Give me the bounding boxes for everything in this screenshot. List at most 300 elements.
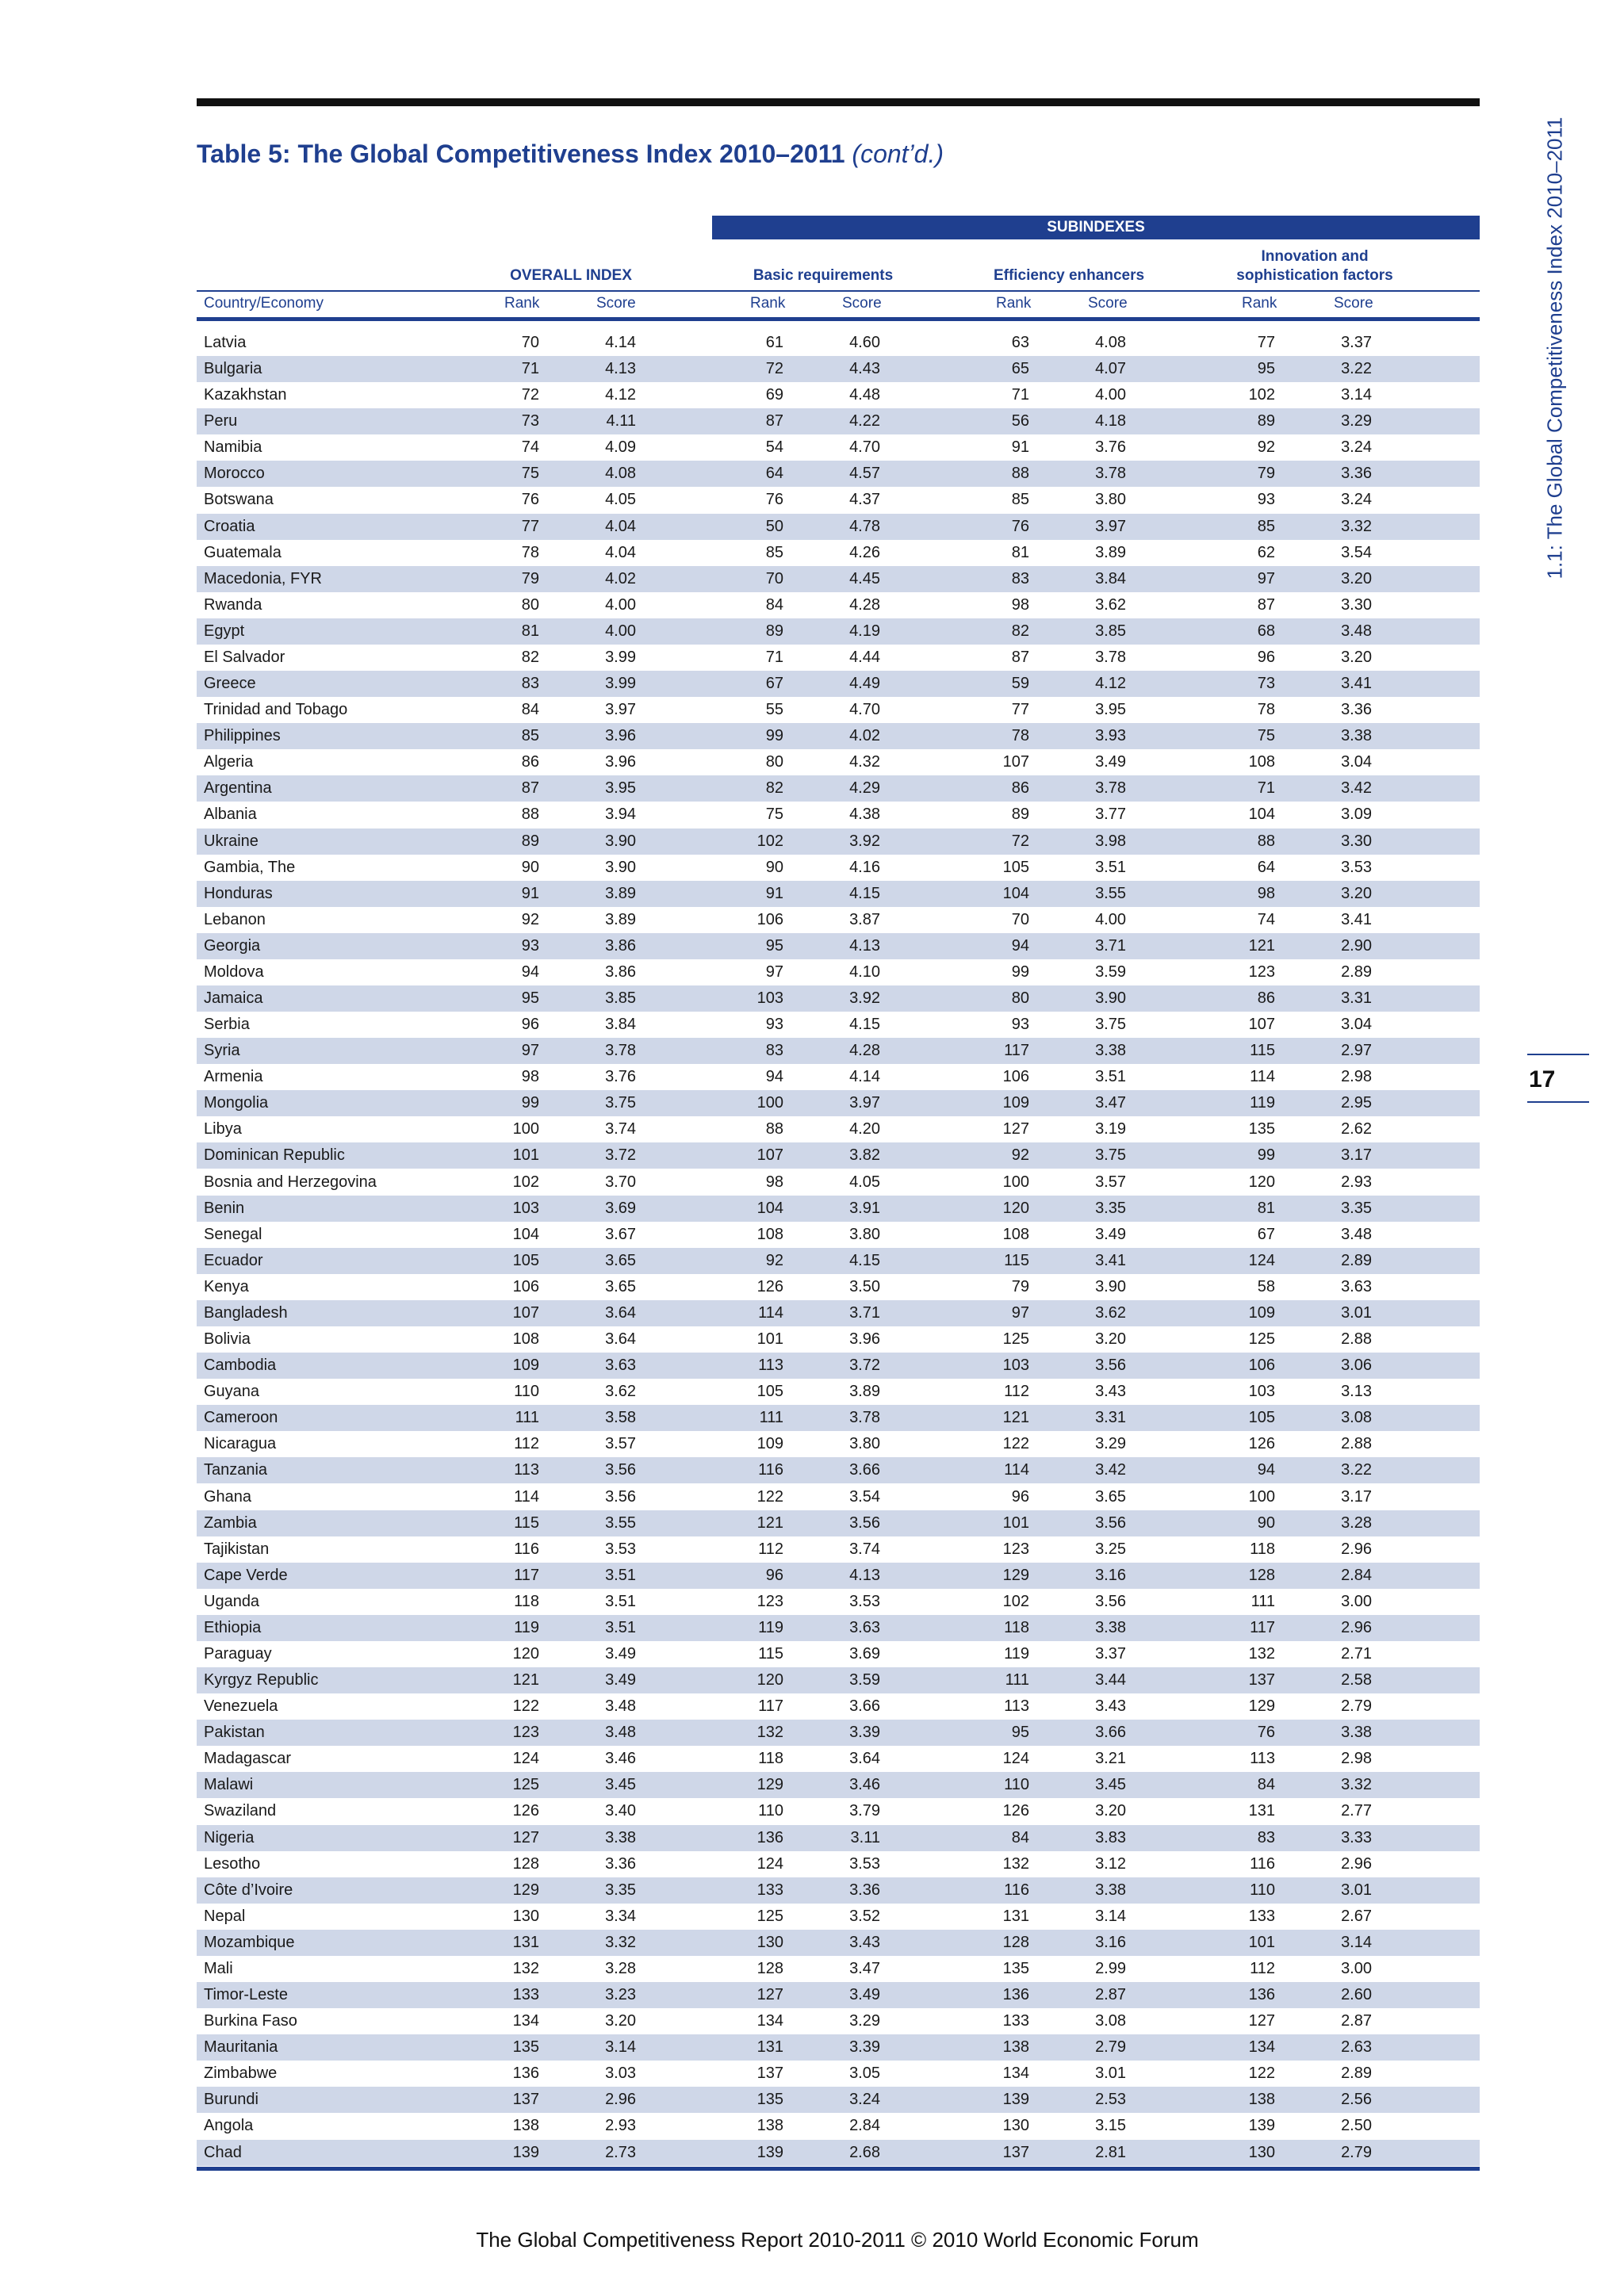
basic-rank-cell: 84 (765, 595, 783, 614)
overall-rank-cell: 95 (521, 989, 539, 1007)
overall-rank-cell: 84 (521, 701, 539, 719)
basic-score-cell: 3.11 (850, 1828, 880, 1846)
efficiency-score-cell: 3.51 (1095, 1068, 1126, 1086)
country-cell: Ghana (204, 1487, 252, 1506)
table-row (197, 671, 1480, 697)
innovation-score-cell: 3.24 (1341, 491, 1372, 509)
overall-score-cell: 3.49 (605, 1645, 636, 1663)
innovation-rank-cell: 103 (1248, 1383, 1275, 1401)
overall-score-cell: 4.13 (605, 360, 636, 378)
country-cell: Kazakhstan (204, 386, 287, 404)
efficiency-rank-cell: 77 (1011, 701, 1029, 719)
basic-score-cell: 3.52 (849, 1907, 880, 1925)
basic-rank-cell: 83 (765, 1042, 783, 1060)
overall-score-cell: 3.64 (605, 1303, 636, 1322)
basic-score-cell: 4.57 (849, 465, 880, 483)
basic-score-cell: 4.49 (849, 675, 880, 693)
innovation-rank-cell: 58 (1257, 1277, 1275, 1295)
overall-rank-cell: 86 (521, 753, 539, 771)
country-cell: Bosnia and Herzegovina (204, 1173, 377, 1191)
efficiency-score-cell: 3.21 (1095, 1750, 1126, 1768)
overall-score-cell: 3.72 (605, 1146, 636, 1165)
overall-score-cell: 3.96 (605, 753, 636, 771)
overall-rank-cell: 129 (512, 1881, 539, 1899)
country-cell: Gambia, The (204, 858, 296, 876)
innovation-score-cell: 3.20 (1341, 884, 1372, 902)
basic-rank-cell: 110 (758, 1802, 783, 1820)
efficiency-score-cell: 3.38 (1095, 1881, 1126, 1899)
efficiency-rank-cell: 76 (1011, 517, 1029, 535)
country-cell: Paraguay (204, 1645, 272, 1663)
basic-score-cell: 4.38 (849, 806, 880, 824)
innovation-score-cell: 3.20 (1341, 569, 1372, 587)
basic-rank-cell: 122 (756, 1487, 783, 1506)
table-row (197, 907, 1480, 933)
table-row (197, 1615, 1480, 1641)
overall-rank-cell: 138 (512, 2117, 539, 2135)
basic-score-cell: 4.15 (849, 1016, 880, 1034)
basic-score-cell: 3.39 (849, 2038, 880, 2057)
efficiency-score-cell: 3.84 (1095, 569, 1126, 587)
country-cell: Serbia (204, 1016, 250, 1034)
overall-rank-cell: 88 (521, 806, 539, 824)
efficiency-rank-cell: 132 (1002, 1854, 1029, 1873)
innovation-score-cell: 2.67 (1341, 1907, 1372, 1925)
basic-rank-cell: 101 (756, 1330, 783, 1349)
efficiency-rank-cell: 78 (1011, 727, 1029, 745)
page-number: 17 (1529, 1066, 1556, 1093)
table-row (197, 1667, 1480, 1693)
overall-rank-cell: 82 (521, 648, 539, 666)
country-cell: Egypt (204, 622, 245, 640)
innovation-score-cell: 3.04 (1341, 1016, 1372, 1034)
overall-rank-cell: 97 (521, 1042, 539, 1060)
basic-score-cell: 3.91 (849, 1199, 880, 1217)
overall-rank-cell: 102 (512, 1173, 539, 1191)
innovation-header-line2: sophistication factors (1236, 267, 1393, 284)
efficiency-score-cell: 3.14 (1095, 1907, 1126, 1925)
overall-score-cell: 3.96 (605, 727, 636, 745)
basic-rank-cell: 102 (756, 832, 783, 850)
overall-rank-cell: 132 (512, 1959, 539, 1977)
table-row (197, 959, 1480, 985)
page-footer: The Global Competitiveness Report 2010-2011 © 2010 World Economic Forum (476, 2228, 1199, 2252)
efficiency-rank-cell: 122 (1002, 1435, 1029, 1453)
basic-rank-cell: 64 (765, 465, 783, 483)
innovation-rank-cell: 133 (1248, 1907, 1275, 1925)
table-row (197, 1142, 1480, 1169)
efficiency-rank-cell: 134 (1002, 2064, 1029, 2083)
innovation-rank-cell: 138 (1248, 2091, 1275, 2109)
country-cell: Cameroon (204, 1409, 278, 1427)
overall-rank-cell: 127 (512, 1828, 539, 1846)
overall-score-cell: 3.32 (605, 1933, 636, 1951)
overall-score-cell: 3.56 (605, 1487, 636, 1506)
innovation-rank-cell: 83 (1257, 1828, 1275, 1846)
basic-rank-cell: 61 (765, 334, 783, 351)
innovation-score-cell: 3.41 (1341, 675, 1372, 693)
table-bottom-rule (197, 2167, 1480, 2171)
efficiency-score-cell: 3.16 (1095, 1566, 1126, 1584)
efficiency-rank-cell: 130 (1002, 2117, 1029, 2135)
innovation-score-cell: 3.32 (1341, 1776, 1372, 1794)
innovation-score-cell: 2.58 (1341, 1671, 1372, 1689)
basic-rank-cell: 137 (756, 2064, 783, 2083)
overall-rank-cell: 100 (512, 1120, 539, 1138)
basic-score-cell: 4.32 (849, 753, 880, 771)
overall-score-cell: 3.63 (605, 1357, 636, 1375)
table-row (197, 1510, 1480, 1536)
basic-score-cell: 3.66 (849, 1697, 880, 1716)
innovation-rank-cell: 97 (1257, 569, 1275, 587)
innovation-rank-cell: 110 (1250, 1881, 1275, 1899)
efficiency-score-cell: 4.00 (1095, 386, 1126, 404)
basic-score-cell: 4.16 (849, 858, 880, 876)
overall-rank-cell: 87 (521, 779, 539, 798)
basic-rank-cell: 70 (765, 569, 783, 587)
overall-score-cell: 3.78 (605, 1042, 636, 1060)
efficiency-score-cell: 3.47 (1095, 1094, 1126, 1112)
innovation-score-cell: 3.30 (1341, 595, 1372, 614)
country-cell: Argentina (204, 779, 272, 798)
country-cell: Algeria (204, 753, 254, 771)
efficiency-rank-cell: 112 (1004, 1383, 1029, 1401)
innovation-score-cell: 3.14 (1341, 386, 1372, 404)
efficiency-rank-cell: 92 (1011, 1146, 1029, 1165)
table-row (197, 1982, 1480, 2008)
basic-rank-cell: 139 (756, 2143, 783, 2161)
overall-score-cell: 3.99 (605, 648, 636, 666)
innovation-score-cell: 2.98 (1341, 1068, 1372, 1086)
innovation-rank-cell: 135 (1248, 1120, 1275, 1138)
innovation-score-cell: 2.87 (1341, 2012, 1372, 2030)
table-row (197, 1116, 1480, 1142)
efficiency-rank-cell: 138 (1002, 2038, 1029, 2057)
efficiency-rank-cell: 89 (1011, 806, 1029, 824)
overall-score-cell: 3.51 (605, 1618, 636, 1636)
table-row (197, 1090, 1480, 1116)
innovation-rank-cell: 120 (1248, 1173, 1275, 1191)
header-rule (197, 290, 1480, 292)
innovation-score-cell: 3.28 (1341, 1513, 1372, 1532)
basic-rank-cell: 114 (758, 1303, 783, 1322)
innovation-rank-cell: 102 (1248, 386, 1275, 404)
innovation-score-cell: 2.88 (1341, 1330, 1372, 1349)
overall-score-cell: 3.20 (605, 2012, 636, 2030)
innovation-rank-cell: 123 (1248, 962, 1275, 981)
basic-rank-cell: 111 (759, 1409, 783, 1427)
overall-score-cell: 4.11 (606, 412, 636, 430)
table-row (197, 1431, 1480, 1457)
basic-score-cell: 3.97 (849, 1094, 880, 1112)
table-title-cont: (cont’d.) (852, 140, 944, 168)
innovation-score-cell: 2.60 (1341, 1986, 1372, 2004)
innovation-score-cell: 2.62 (1341, 1120, 1372, 1138)
basic-score-cell: 3.79 (849, 1802, 880, 1820)
efficiency-rank-cell: 119 (1004, 1645, 1029, 1663)
basic-score-cell: 4.20 (849, 1120, 880, 1138)
basic-requirements-header: Basic requirements (753, 267, 894, 284)
innovation-rank-cell: 136 (1248, 1986, 1275, 2004)
basic-rank-cell: 135 (756, 2091, 783, 2109)
innovation-score-cell: 3.24 (1341, 438, 1372, 457)
overall-rank-cell: 125 (512, 1776, 539, 1794)
country-cell: Albania (204, 806, 257, 824)
table-row (197, 1300, 1480, 1326)
basic-rank-cell: 128 (756, 1959, 783, 1977)
efficiency-rank-cell: 118 (1004, 1618, 1029, 1636)
efficiency-rank-cell: 100 (1002, 1173, 1029, 1191)
country-cell: Trinidad and Tobago (204, 701, 348, 719)
efficiency-rank-cell: 110 (1004, 1776, 1029, 1794)
innovation-rank-cell: 112 (1250, 1959, 1275, 1977)
basic-score-cell: 3.66 (849, 1461, 880, 1479)
basic-rank-cell: 76 (765, 491, 783, 509)
efficiency-rank-cell: 71 (1011, 386, 1029, 404)
efficiency-rank-cell: 116 (1004, 1881, 1029, 1899)
overall-score-cell: 4.09 (605, 438, 636, 457)
country-cell: Venezuela (204, 1697, 278, 1716)
innovation-rank-cell: 73 (1257, 675, 1275, 693)
basic-rank-cell: 125 (756, 1907, 783, 1925)
overall-score-cell: 3.94 (605, 806, 636, 824)
overall-rank-cell: 78 (521, 543, 539, 561)
innovation-rank-cell: 71 (1257, 779, 1275, 798)
efficiency-rank-cell: 121 (1002, 1409, 1029, 1427)
table-row (197, 828, 1480, 855)
overall-rank-cell: 119 (514, 1618, 539, 1636)
innovation-rank-cell: 78 (1257, 701, 1275, 719)
efficiency-score-cell: 3.56 (1095, 1513, 1126, 1532)
efficiency-rank-cell: 82 (1011, 622, 1029, 640)
table-row (197, 1772, 1480, 1798)
basic-score-cell: 3.29 (849, 2012, 880, 2030)
innovation-score-cell: 3.00 (1341, 1959, 1372, 1977)
table-row (197, 1641, 1480, 1667)
efficiency-score-cell: 4.00 (1095, 910, 1126, 928)
efficiency-rank-cell: 87 (1011, 648, 1029, 666)
table-row (197, 1589, 1480, 1615)
innovation-score-cell: 2.84 (1341, 1566, 1372, 1584)
country-cell: Kenya (204, 1277, 249, 1295)
table-row (197, 1222, 1480, 1248)
efficiency-rank-cell: 104 (1002, 884, 1029, 902)
country-cell: Pakistan (204, 1724, 265, 1742)
basic-rank-cell: 88 (765, 1120, 783, 1138)
overall-score-cell: 3.86 (605, 962, 636, 981)
innovation-score-cell: 3.37 (1341, 334, 1372, 351)
table-row (197, 1379, 1480, 1405)
innovation-score-cell: 3.33 (1341, 1828, 1372, 1846)
efficiency-score-cell: 2.87 (1095, 1986, 1126, 2004)
table-row (197, 592, 1480, 618)
innovation-score-cell: 3.13 (1341, 1383, 1372, 1401)
basic-rank-cell: 94 (765, 1068, 783, 1086)
efficiency-rank-cell: 133 (1002, 2012, 1029, 2030)
basic-score-cell: 3.92 (849, 832, 880, 850)
innovation-score-cell: 2.98 (1341, 1750, 1372, 1768)
efficiency-rank-cell: 81 (1011, 543, 1029, 561)
basic-score-cell: 4.15 (849, 1251, 880, 1269)
table-row (197, 1720, 1480, 1746)
efficiency-rank-cell: 93 (1011, 1016, 1029, 1034)
efficiency-score-cell: 3.89 (1095, 543, 1126, 561)
overall-rank-cell: 94 (521, 962, 539, 981)
efficiency-rank-cell: 103 (1002, 1357, 1029, 1375)
efficiency-score-cell: 3.98 (1095, 832, 1126, 850)
table-row (197, 514, 1480, 540)
efficiency-rank-cell: 129 (1002, 1566, 1029, 1584)
overall-rank-cell: 114 (514, 1487, 539, 1506)
overall-score-cell: 4.00 (605, 622, 636, 640)
basic-rank-cell: 116 (758, 1461, 783, 1479)
country-cell: Angola (204, 2117, 254, 2135)
innovation-rank-cell: 130 (1248, 2143, 1275, 2161)
overall-score-cell: 3.95 (605, 779, 636, 798)
overall-rank-cell: 130 (512, 1907, 539, 1925)
overall-rank-cell: 123 (512, 1724, 539, 1742)
country-cell: Bolivia (204, 1330, 251, 1349)
basic-rank-cell: 120 (756, 1671, 783, 1689)
overall-rank-cell: 99 (521, 1094, 539, 1112)
table-row (197, 985, 1480, 1012)
overall-score-cell: 3.74 (605, 1120, 636, 1138)
innovation-score-cell: 2.96 (1341, 1854, 1372, 1873)
innovation-rank-cell: 124 (1248, 1251, 1275, 1269)
efficiency-score-cell: 3.38 (1095, 1618, 1126, 1636)
country-cell: Dominican Republic (204, 1146, 345, 1165)
basic-score-cell: 4.19 (849, 622, 880, 640)
efficiency-score-cell: 3.55 (1095, 884, 1126, 902)
overall-rank-cell: 89 (521, 832, 539, 850)
basic-score-cell: 4.44 (849, 648, 880, 666)
country-cell: Cape Verde (204, 1566, 288, 1584)
efficiency-score-cell: 3.31 (1095, 1409, 1126, 1427)
table-row (197, 1877, 1480, 1904)
efficiency-score-cell: 3.71 (1095, 936, 1126, 955)
innovation-score-cell: 3.48 (1341, 1225, 1372, 1243)
efficiency-score-cell: 3.49 (1095, 753, 1126, 771)
innovation-rank-cell: 139 (1248, 2117, 1275, 2135)
table-row (197, 1274, 1480, 1300)
basic-rank-cell: 98 (765, 1173, 783, 1191)
table-row (197, 1693, 1480, 1720)
efficiency-rank-cell: 135 (1002, 1959, 1029, 1977)
innovation-rank-cell: 92 (1257, 438, 1275, 457)
overall-rank-cell: 112 (514, 1435, 539, 1453)
innovation-score-cell: 3.54 (1341, 543, 1372, 561)
overall-rank-cell: 107 (512, 1303, 539, 1322)
basic-score-cell: 4.05 (849, 1173, 880, 1191)
efficiency-score-cell: 3.62 (1095, 1303, 1126, 1322)
efficiency-score-cell: 3.83 (1095, 1828, 1126, 1846)
efficiency-score-cell: 3.44 (1095, 1671, 1126, 1689)
basic-score-cell: 2.68 (849, 2143, 880, 2161)
efficiency-rank-cell: 98 (1011, 595, 1029, 614)
table-row (197, 1536, 1480, 1563)
country-cell: Philippines (204, 727, 281, 745)
overall-score-cell: 3.49 (605, 1671, 636, 1689)
overall-score-cell: 3.86 (605, 936, 636, 955)
innovation-rank-cell: 119 (1250, 1094, 1275, 1112)
innovation-rank-cell: 127 (1248, 2012, 1275, 2030)
overall-rank-header: Rank (504, 295, 540, 312)
efficiency-score-cell: 4.12 (1095, 675, 1126, 693)
innovation-score-cell: 3.38 (1341, 1724, 1372, 1742)
overall-rank-cell: 122 (512, 1697, 539, 1716)
country-cell: Honduras (204, 884, 273, 902)
innovation-rank-cell: 93 (1257, 491, 1275, 509)
efficiency-rank-cell: 65 (1011, 360, 1029, 378)
table-row (197, 1012, 1480, 1038)
basic-rank-cell: 89 (765, 622, 783, 640)
basic-score-cell: 4.02 (849, 727, 880, 745)
country-cell: Namibia (204, 438, 262, 457)
overall-rank-cell: 110 (514, 1383, 539, 1401)
efficiency-rank-cell: 95 (1011, 1724, 1029, 1742)
efficiency-rank-cell: 123 (1002, 1540, 1029, 1558)
basic-score-cell: 3.46 (849, 1776, 880, 1794)
innovation-rank-cell: 107 (1248, 1016, 1275, 1034)
overall-rank-cell: 71 (521, 360, 539, 378)
country-cell: Tajikistan (204, 1540, 270, 1558)
overall-rank-cell: 139 (512, 2143, 539, 2161)
basic-rank-cell: 95 (765, 936, 783, 955)
country-cell: Georgia (204, 936, 261, 955)
efficiency-score-cell: 2.99 (1095, 1959, 1126, 1977)
innovation-rank-cell: 114 (1250, 1068, 1275, 1086)
basic-rank-cell: 67 (765, 675, 783, 693)
efficiency-rank-cell: 72 (1011, 832, 1029, 850)
efficiency-rank-cell: 120 (1002, 1199, 1029, 1217)
overall-score-cell: 3.28 (605, 1959, 636, 1977)
basic-score-cell: 3.64 (849, 1750, 880, 1768)
basic-rank-cell: 107 (756, 1146, 783, 1165)
efficiency-rank-cell: 109 (1002, 1094, 1029, 1112)
efficiency-score-cell: 3.90 (1095, 1277, 1126, 1295)
innovation-score-cell: 3.41 (1341, 910, 1372, 928)
overall-rank-cell: 103 (512, 1199, 539, 1217)
innovation-score-cell: 2.89 (1341, 1251, 1372, 1269)
basic-score-cell: 4.26 (849, 543, 880, 561)
innovation-score-cell: 3.14 (1341, 1933, 1372, 1951)
table-row (197, 2113, 1480, 2139)
basic-score-cell: 4.10 (849, 962, 880, 981)
country-cell: Nigeria (204, 1828, 255, 1846)
country-cell: Macedonia, FYR (204, 569, 322, 587)
country-cell: Cambodia (204, 1357, 277, 1375)
chapter-sidebar-text: 1.1: The Global Competitiveness Index 2010–2011 (1542, 117, 1567, 580)
overall-rank-cell: 109 (512, 1357, 539, 1375)
innovation-rank-cell: 109 (1248, 1303, 1275, 1322)
basic-rank-cell: 123 (756, 1592, 783, 1610)
overall-score-cell: 3.89 (605, 884, 636, 902)
basic-score-cell: 3.47 (849, 1959, 880, 1977)
innovation-rank-cell: 89 (1257, 412, 1275, 430)
table-row (197, 2008, 1480, 2034)
innovation-rank-cell: 100 (1248, 1487, 1275, 1506)
table-row (197, 1930, 1480, 1956)
basic-score-cell: 4.70 (849, 701, 880, 719)
innovation-score-cell: 2.90 (1341, 936, 1372, 955)
overall-rank-cell: 72 (521, 386, 539, 404)
basic-rank-cell: 132 (756, 1724, 783, 1742)
table-row (197, 1563, 1480, 1589)
basic-score-cell: 3.53 (849, 1592, 880, 1610)
basic-score-cell: 4.13 (849, 936, 880, 955)
efficiency-rank-header: Rank (996, 295, 1032, 312)
overall-score-cell: 4.05 (605, 491, 636, 509)
